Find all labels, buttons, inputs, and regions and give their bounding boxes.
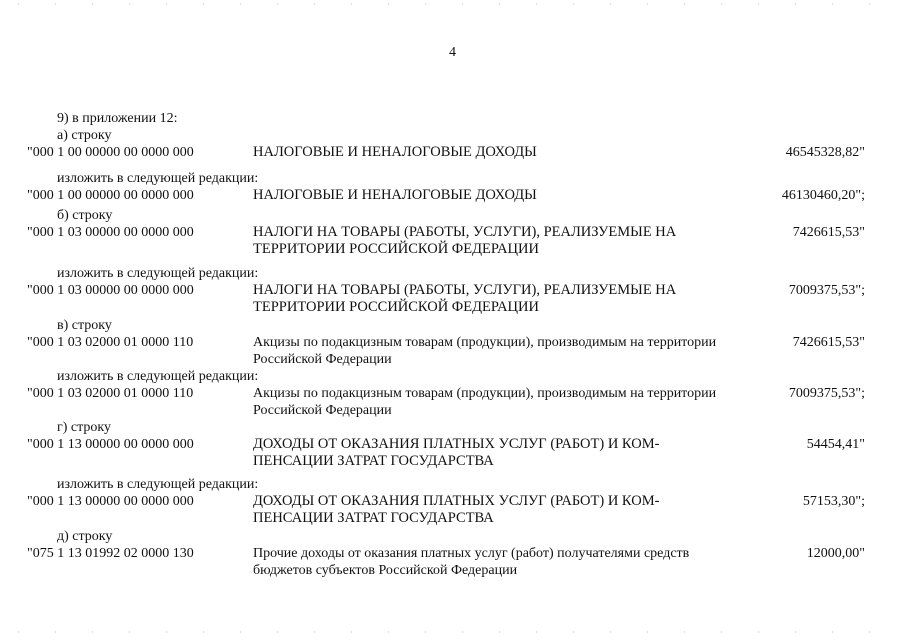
row-amount: 7426615,53" bbox=[792, 335, 865, 350]
item-label-d: г) строку bbox=[57, 420, 112, 435]
row-amount: 46545328,82" bbox=[785, 145, 865, 160]
row-amount: 7009375,53"; bbox=[788, 283, 865, 298]
row-code: "000 1 13 00000 00 0000 000 bbox=[27, 494, 194, 509]
row-code: "000 1 00 00000 00 0000 000 bbox=[27, 145, 194, 160]
section-intro: 9) в приложении 12: bbox=[57, 111, 178, 126]
row-amount: 7009375,53"; bbox=[788, 386, 865, 401]
row-amount: 54454,41" bbox=[806, 437, 865, 452]
scan-noise-bottom bbox=[0, 630, 905, 634]
row-name: НАЛОГИ НА ТОВАРЫ (РАБОТЫ, УСЛУГИ), РЕАЛИЗУЕМЫЕ НА ТЕРРИТОРИИ РОССИЙСКОЙ ФЕДЕРАЦИИ bbox=[253, 282, 677, 315]
page-number: 4 bbox=[449, 45, 456, 60]
row-amount: 12000,00" bbox=[806, 546, 865, 561]
row-code: "000 1 03 02000 01 0000 110 bbox=[27, 386, 194, 401]
item-label-b: б) строку bbox=[57, 208, 113, 223]
item-label-e: д) строку bbox=[57, 529, 113, 544]
row-code: "000 1 13 00000 00 0000 000 bbox=[27, 437, 194, 452]
row-name: НАЛОГИ НА ТОВАРЫ (РАБОТЫ, УСЛУГИ), РЕАЛИЗУЕМЫЕ НА ТЕРРИТОРИИ РОССИЙСКОЙ ФЕДЕРАЦИИ bbox=[253, 224, 677, 257]
row-amount: 7426615,53" bbox=[792, 225, 865, 240]
restate-label: изложить в следующей редакции: bbox=[57, 369, 259, 384]
row-amount: 57153,30"; bbox=[802, 494, 865, 509]
row-name: Акцизы по подакцизным товарам (продукции), производимым на территории Российской Федерации bbox=[253, 386, 717, 418]
restate-label: изложить в следующей редакции: bbox=[57, 171, 259, 186]
item-label-a: а) строку bbox=[57, 128, 112, 143]
row-amount: 46130460,20"; bbox=[781, 188, 865, 203]
row-name: НАЛОГОВЫЕ И НЕНАЛОГОВЫЕ ДОХОДЫ bbox=[253, 144, 537, 160]
item-label-c: в) строку bbox=[57, 318, 112, 333]
row-code: "075 1 13 01992 02 0000 130 bbox=[27, 546, 194, 561]
row-name: ДОХОДЫ ОТ ОКАЗАНИЯ ПЛАТНЫХ УСЛУГ (РАБОТ) И КОМ- ПЕНСАЦИИ ЗАТРАТ ГОСУДАРСТВА bbox=[253, 493, 660, 526]
row-name: Прочие доходы от оказания платных услуг (работ) получателями средств бюджетов субъектов Российской Федерации bbox=[253, 546, 690, 578]
row-name: Акцизы по подакцизным товарам (продукции), производимым на территории Российской Федерации bbox=[253, 335, 717, 367]
row-code: "000 1 03 02000 01 0000 110 bbox=[27, 335, 194, 350]
row-code: "000 1 03 00000 00 0000 000 bbox=[27, 283, 194, 298]
restate-label: изложить в следующей редакции: bbox=[57, 266, 259, 281]
row-name: ДОХОДЫ ОТ ОКАЗАНИЯ ПЛАТНЫХ УСЛУГ (РАБОТ) И КОМ- ПЕНСАЦИИ ЗАТРАТ ГОСУДАРСТВА bbox=[253, 436, 660, 469]
row-code: "000 1 03 00000 00 0000 000 bbox=[27, 225, 194, 240]
restate-label: изложить в следующей редакции: bbox=[57, 477, 259, 492]
row-code: "000 1 00 00000 00 0000 000 bbox=[27, 188, 194, 203]
scan-noise-top bbox=[0, 2, 905, 6]
row-name: НАЛОГОВЫЕ И НЕНАЛОГОВЫЕ ДОХОДЫ bbox=[253, 187, 537, 203]
